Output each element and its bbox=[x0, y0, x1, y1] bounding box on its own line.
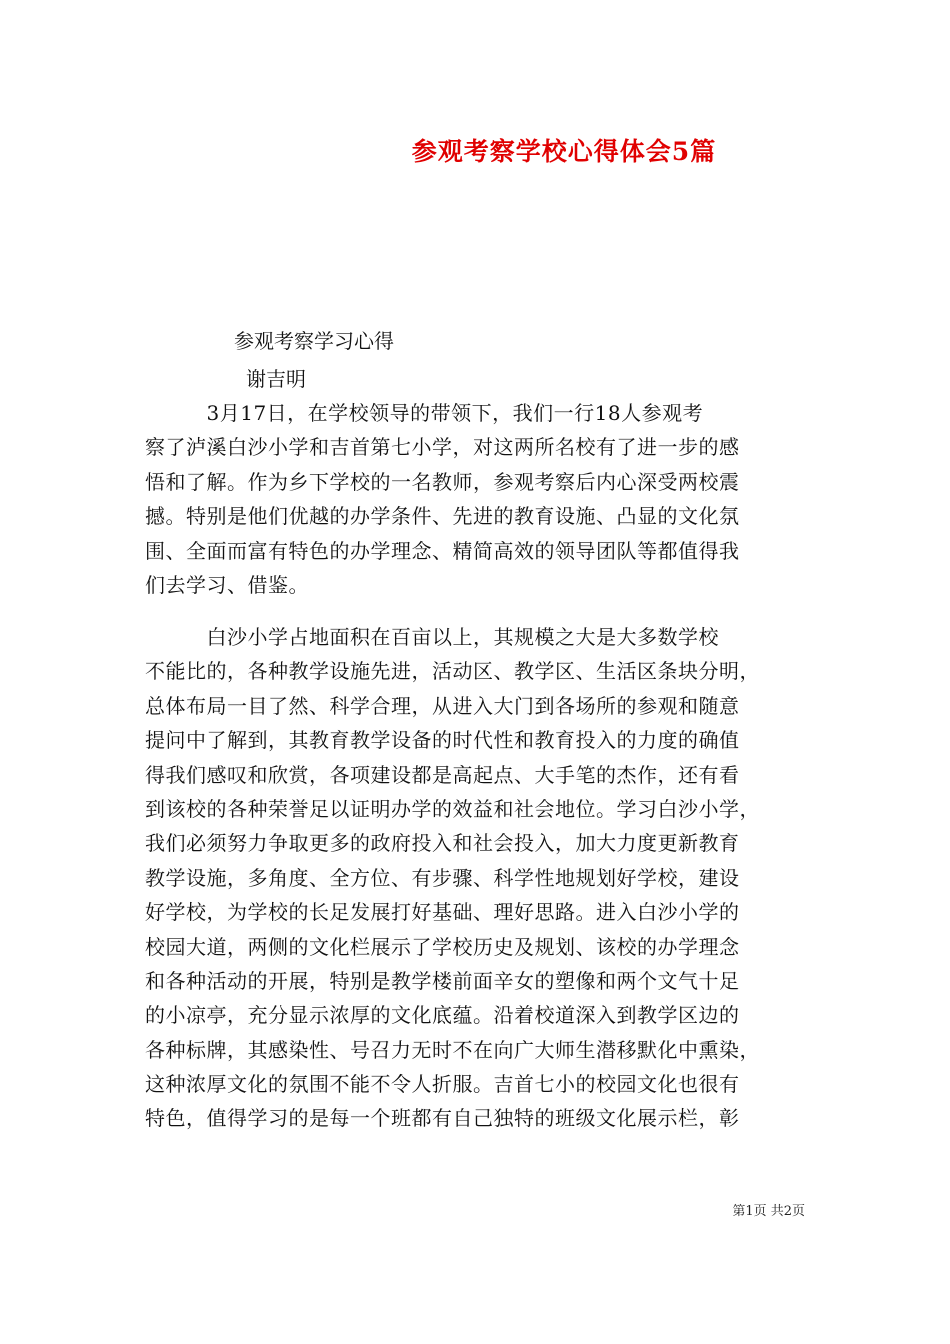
text-line: 提问中了解到，其教育教学设备的时代性和教育投入的力度的确值 bbox=[145, 728, 740, 753]
text-line: 好学校，为学校的长足发展打好基础、理好思路。进入白沙小学的 bbox=[145, 900, 740, 925]
text-line: 校园大道，两侧的文化栏展示了学校历史及规划、该校的办学理念 bbox=[145, 934, 740, 959]
paragraph-1 bbox=[145, 396, 815, 602]
text-line: 特色，值得学习的是每一个班都有自己独特的班级文化展示栏，彰 bbox=[145, 1106, 740, 1131]
text-line: 到该校的各种荣誉足以证明办学的效益和社会地位。学习白沙小学， bbox=[145, 796, 760, 821]
text-line: 我们必须努力争取更多的政府投入和社会投入，加大力度更新教育 bbox=[145, 831, 740, 856]
text-line: 和各种活动的开展，特别是教学楼前面辛女的塑像和两个文气十足 bbox=[145, 968, 740, 993]
text-line: 各种标牌，其感染性、号召力无时不在向广大师生潜移默化中熏染， bbox=[145, 1037, 760, 1062]
text-line: 总体布局一目了然、科学合理，从进入大门到各场所的参观和随意 bbox=[145, 693, 740, 718]
document-title: 参观考察学校心得体会5篇 bbox=[411, 137, 717, 166]
page-footer: 第1页 共2页 bbox=[732, 1204, 805, 1219]
section-subtitle: 参观考察学习心得 bbox=[234, 329, 394, 353]
text-line: 白沙小学占地面积在百亩以上，其规模之大是大多数学校 bbox=[145, 625, 719, 649]
text-line: 察了泸溪白沙小学和吉首第七小学，对这两所名校有了进一步的感 bbox=[145, 435, 740, 460]
text-line: 这种浓厚文化的氛围不能不令人折服。吉首七小的校园文化也很有 bbox=[145, 1072, 740, 1097]
author-name: 谢吉明 bbox=[246, 367, 306, 391]
text-line: 教学设施，多角度、全方位、有步骤、科学性地规划好学校，建设 bbox=[145, 865, 740, 890]
text-line: 得我们感叹和欣赏，各项建设都是高起点、大手笔的杰作，还有看 bbox=[145, 762, 740, 787]
text-line: 围、全面而富有特色的办学理念、精简高效的领导团队等都值得我 bbox=[145, 538, 740, 563]
text-line: 撼。特别是他们优越的办学条件、先进的教育设施、凸显的文化氛 bbox=[145, 504, 740, 529]
text-line: 不能比的，各种教学设施先进，活动区、教学区、生活区条块分明， bbox=[145, 659, 760, 684]
text-line: 悟和了解。作为乡下学校的一名教师，参观考察后内心深受两校震 bbox=[145, 469, 740, 494]
text-line: 3月17日，在学校领导的带领下，我们一行18人参观考 bbox=[145, 401, 704, 425]
text-line: 们去学习、借鉴。 bbox=[145, 572, 309, 597]
text-line: 的小凉亭，充分显示浓厚的文化底蕴。沿着校道深入到教学区边的 bbox=[145, 1003, 740, 1028]
paragraph-2 bbox=[145, 620, 815, 1136]
